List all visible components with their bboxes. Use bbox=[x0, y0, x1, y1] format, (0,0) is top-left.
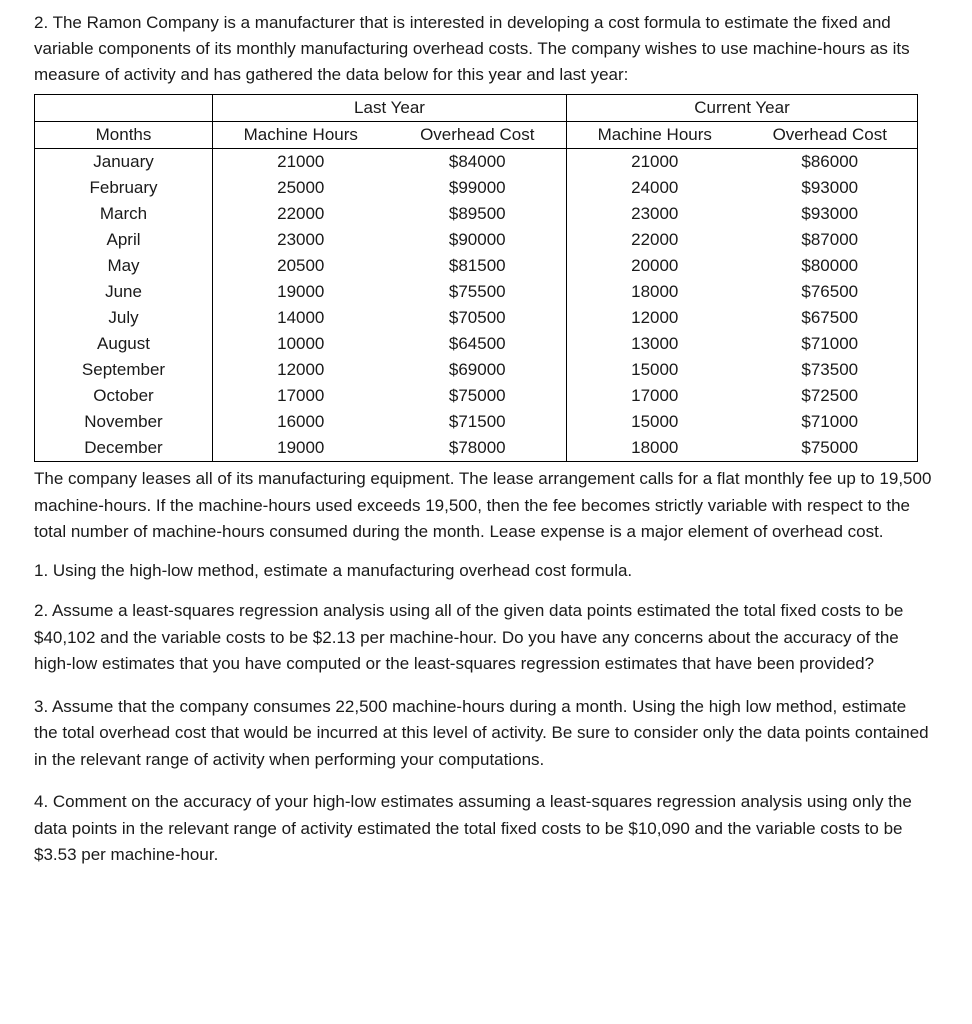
current-overhead-cost-header: Overhead Cost bbox=[743, 122, 918, 149]
last-overhead-cost-cell: $99000 bbox=[389, 175, 567, 201]
empty-corner-cell bbox=[35, 95, 213, 122]
column-header-row bbox=[35, 122, 918, 149]
current-overhead-cost-cell: $93000 bbox=[743, 175, 918, 201]
table-row bbox=[35, 331, 918, 357]
month-cell: June bbox=[35, 279, 213, 305]
current-machine-hours-cell: 23000 bbox=[631, 204, 679, 223]
month-cell: October bbox=[35, 383, 213, 409]
current-overhead-cost-cell: $76500 bbox=[743, 279, 918, 305]
problem-intro: 2. The Ramon Company is a manufacturer that is interested in developing a cost formula to estimate the fixed and variable components of its monthly manufacturing overhead costs. The company wishes to use machine-hours as its measure of activity and has gathered the data below for this year and last year: bbox=[34, 13, 910, 84]
current-machine-hours-cell: 24000 bbox=[631, 178, 679, 197]
year-header-row bbox=[35, 95, 918, 122]
last-overhead-cost-header: Overhead Cost bbox=[389, 122, 567, 149]
current-machine-hours-cell: 12000 bbox=[631, 308, 679, 327]
current-machine-hours-cell: 21000 bbox=[567, 149, 743, 176]
month-cell: April bbox=[35, 227, 213, 253]
table-row bbox=[35, 201, 918, 227]
last-overhead-cost-cell: $71500 bbox=[389, 409, 567, 435]
months-column-header: Months bbox=[35, 122, 213, 149]
table-row bbox=[35, 253, 918, 279]
question-4: 4. Comment on the accuracy of your high-low estimates assuming a least-squares regression analysis using only the data points in the relevant range of activity estimated the total fixed costs to be $10,090 and the variable costs to be $3.53 per machine-hour. bbox=[34, 792, 912, 864]
current-machine-hours-cell: 15000 bbox=[631, 412, 679, 431]
last-machine-hours-cell: 25000 bbox=[277, 178, 325, 197]
table-row bbox=[35, 357, 918, 383]
last-machine-hours-cell: 19000 bbox=[213, 435, 389, 462]
last-machine-hours-cell: 19000 bbox=[277, 282, 325, 301]
current-overhead-cost-cell: $87000 bbox=[743, 227, 918, 253]
current-machine-hours-cell: 18000 bbox=[631, 282, 679, 301]
table-row bbox=[35, 279, 918, 305]
last-machine-hours-cell: 16000 bbox=[277, 412, 325, 431]
current-overhead-cost-cell: $67500 bbox=[743, 305, 918, 331]
current-overhead-cost-cell: $75000 bbox=[743, 435, 918, 462]
table-row bbox=[35, 305, 918, 331]
current-machine-hours-cell: 17000 bbox=[631, 386, 679, 405]
last-machine-hours-cell: 17000 bbox=[277, 386, 325, 405]
current-machine-hours-cell: 20000 bbox=[631, 256, 679, 275]
question-1: 1. Using the high-low method, estimate a manufacturing overhead cost formula. bbox=[34, 560, 633, 580]
month-cell: August bbox=[35, 331, 213, 357]
last-overhead-cost-cell: $75000 bbox=[389, 383, 567, 409]
table-row bbox=[35, 175, 918, 201]
current-overhead-cost-cell: $80000 bbox=[743, 253, 918, 279]
month-cell: May bbox=[35, 253, 213, 279]
current-machine-hours-cell: 15000 bbox=[631, 360, 679, 379]
table-body bbox=[35, 149, 918, 462]
current-machine-hours-cell: 18000 bbox=[567, 435, 743, 462]
last-machine-hours-cell: 12000 bbox=[277, 360, 325, 379]
last-overhead-cost-cell: $78000 bbox=[389, 435, 567, 462]
last-machine-hours-cell: 21000 bbox=[213, 149, 389, 176]
last-overhead-cost-cell: $70500 bbox=[389, 305, 567, 331]
last-overhead-cost-cell: $75500 bbox=[389, 279, 567, 305]
current-year-header: Current Year bbox=[567, 95, 918, 122]
last-machine-hours-header: Machine Hours bbox=[213, 122, 389, 149]
current-overhead-cost-cell: $71000 bbox=[743, 409, 918, 435]
last-machine-hours-cell: 14000 bbox=[277, 308, 325, 327]
month-cell: March bbox=[35, 201, 213, 227]
current-overhead-cost-cell: $72500 bbox=[743, 383, 918, 409]
month-cell: February bbox=[35, 175, 213, 201]
month-cell: September bbox=[35, 357, 213, 383]
current-overhead-cost-cell: $86000 bbox=[743, 149, 918, 176]
month-cell: December bbox=[35, 435, 213, 462]
current-overhead-cost-cell: $71000 bbox=[743, 331, 918, 357]
last-machine-hours-cell: 20500 bbox=[277, 256, 325, 275]
month-cell: July bbox=[35, 305, 213, 331]
last-machine-hours-cell: 10000 bbox=[277, 334, 325, 353]
problem-page bbox=[34, 10, 934, 869]
month-cell: January bbox=[35, 149, 213, 176]
last-year-header: Last Year bbox=[213, 95, 567, 122]
last-machine-hours-cell: 22000 bbox=[277, 204, 325, 223]
last-overhead-cost-cell: $84000 bbox=[389, 149, 567, 176]
table-row bbox=[35, 149, 918, 176]
last-overhead-cost-cell: $81500 bbox=[389, 253, 567, 279]
last-overhead-cost-cell: $69000 bbox=[389, 357, 567, 383]
last-machine-hours-cell: 23000 bbox=[277, 230, 325, 249]
current-machine-hours-cell: 22000 bbox=[631, 230, 679, 249]
lease-paragraph: The company leases all of its manufacturing equipment. The lease arrangement calls for a flat monthly fee up to 19,500 machine-hours. If the machine-hours used exceeds 19,500, then the fee becomes strictly variable with respect to the total number of machine-hours consumed during the month. Lease expense is a major element of overhead cost. bbox=[34, 469, 932, 541]
question-2: 2. Assume a least-squares regression analysis using all of the given data points estimated the total fixed costs to be $40,102 and the variable costs to be $2.13 per machine-hour. Do you have any concerns about the accuracy of the high-low estimates that you have computed or the least-squares regression estimates that have been provided? bbox=[34, 601, 904, 673]
question-3: 3. Assume that the company consumes 22,500 machine-hours during a month. Using the high low method, estimate the total overhead cost that would be incurred at this level of activity. Be sure to consider only the data points contained in the relevant range of activity when performing your computations. bbox=[34, 696, 929, 769]
last-overhead-cost-cell: $64500 bbox=[389, 331, 567, 357]
month-cell: November bbox=[35, 409, 213, 435]
table-row bbox=[35, 383, 918, 409]
current-overhead-cost-cell: $93000 bbox=[743, 201, 918, 227]
overhead-data-table bbox=[34, 94, 918, 462]
last-overhead-cost-cell: $90000 bbox=[389, 227, 567, 253]
last-overhead-cost-cell: $89500 bbox=[389, 201, 567, 227]
table-row bbox=[35, 435, 918, 462]
current-machine-hours-header: Machine Hours bbox=[567, 122, 743, 149]
current-overhead-cost-cell: $73500 bbox=[743, 357, 918, 383]
table-row bbox=[35, 227, 918, 253]
table-row bbox=[35, 409, 918, 435]
current-machine-hours-cell: 13000 bbox=[631, 334, 679, 353]
